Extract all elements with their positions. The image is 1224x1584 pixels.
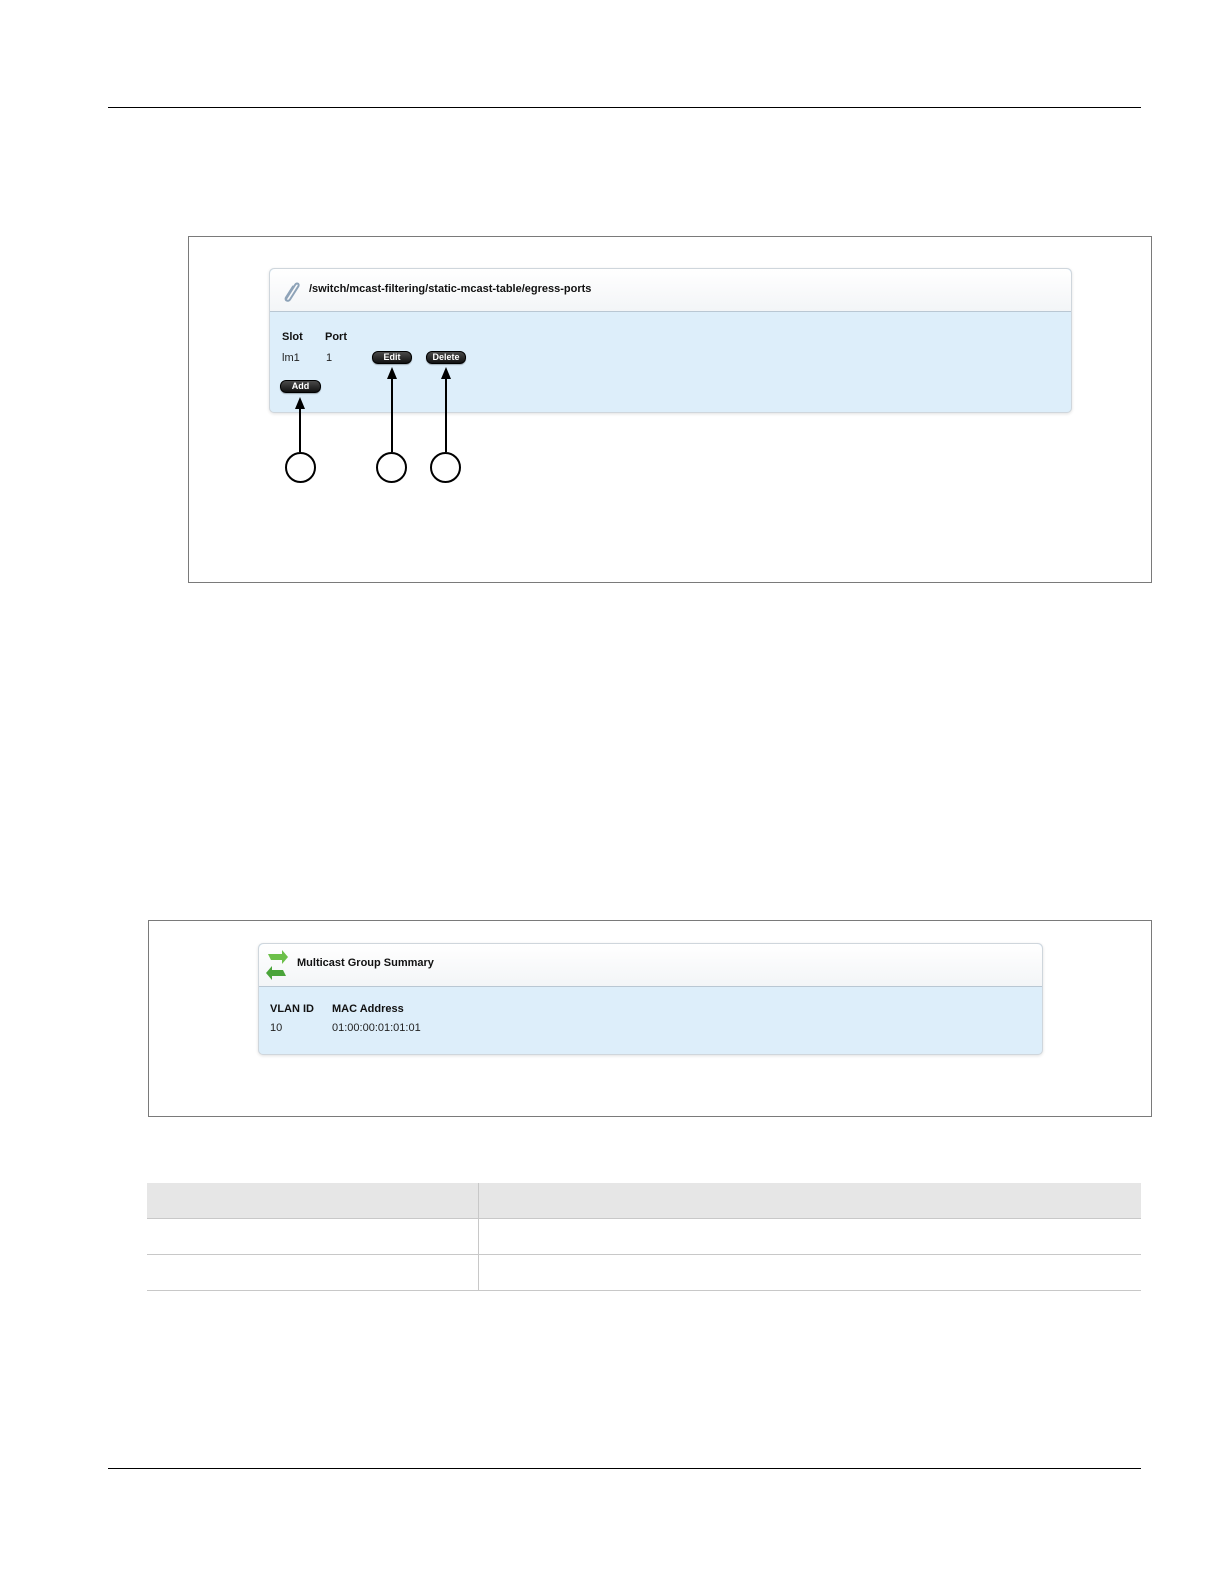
egress-ports-panel (269, 268, 1072, 413)
table-header-description (479, 1183, 1142, 1219)
callout-line-add (299, 407, 301, 452)
table-row (147, 1219, 1141, 1255)
parameter-table (147, 1183, 1141, 1291)
figure-egress-ports (188, 236, 1152, 583)
panel-header (270, 269, 1071, 312)
paperclip-icon (280, 279, 302, 308)
figure-multicast-summary (148, 920, 1152, 1117)
table-header-parameter (147, 1183, 479, 1219)
callout-line-delete (445, 377, 447, 452)
refresh-arrows-icon (265, 950, 289, 985)
callout-circle-add (285, 452, 316, 483)
cell-slot: lm1 (282, 352, 300, 364)
table-cell (479, 1255, 1142, 1291)
edit-button[interactable]: Edit (372, 351, 412, 364)
panel-header (259, 944, 1042, 987)
callout-circle-delete (430, 452, 461, 483)
table-header-row (147, 1183, 1141, 1219)
panel-path-title: /switch/mcast-filtering/static-mcast-table/egress-ports (309, 283, 592, 295)
column-header-slot: Slot (282, 331, 303, 343)
cell-vlan-id: 10 (270, 1022, 283, 1034)
table-cell (147, 1219, 479, 1255)
table-row (147, 1255, 1141, 1291)
column-header-mac-address: MAC Address (332, 1003, 404, 1015)
delete-button[interactable]: Delete (426, 351, 466, 364)
callout-line-edit (391, 377, 393, 452)
multicast-summary-panel (258, 943, 1043, 1055)
table-cell (147, 1255, 479, 1291)
add-button[interactable]: Add (280, 380, 321, 393)
header-rule (108, 107, 1141, 108)
table-cell (479, 1219, 1142, 1255)
callout-circle-edit (376, 452, 407, 483)
column-header-port: Port (325, 331, 347, 343)
cell-port: 1 (326, 352, 333, 364)
footer-rule (108, 1468, 1141, 1469)
cell-mac-address: 01:00:00:01:01:01 (332, 1022, 421, 1034)
column-header-vlan-id: VLAN ID (270, 1003, 314, 1015)
panel-title: Multicast Group Summary (297, 957, 434, 969)
